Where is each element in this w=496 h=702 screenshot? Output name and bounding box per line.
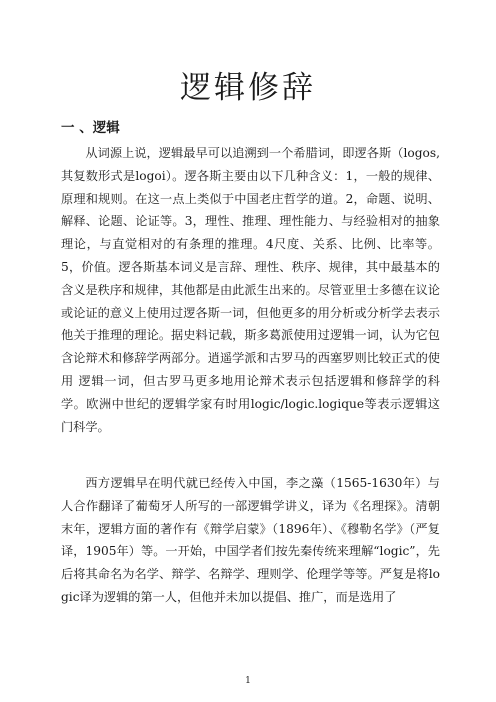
body-paragraph: 从词源上说，逻辑最早可以追溯到一个希腊词，即逻各斯（logos,其复数形式是logoi）。逻各斯主要由以下几种含义：1，一般的规律、原理和规则。在这一点上类似于中国老庄哲学的道。2，命题、说明、解释、论题、论证等。3，理性、推理、理性能力、与经验相对的抽象理论，与直觉相对的有条理的推理。4尺度、关系、比例、比率等。5，价值。逻各斯基本词义是言辞、理性、秩序、规律，其中最基本的含义是秩序和规律，其他都是由此派生出来的。尽管亚里士多德在议论或论证的意义上使用过逻各斯一词，但他更多的用分析或分析学去表示他关于推理的理论。据史料记载，斯多葛派使用过逻辑一词，认为它包含论辩术和修辞学两部分。逍遥学派和古罗马的西塞罗则比较正式的使用 逻辑一词，但古罗马更多地用论辩术表示包括逻辑和修辞学的科学。欧洲中世纪的逻辑学家有时用logic/logic.logique等表示逻辑这门科学。: [61, 146, 440, 434]
document-title: 逻辑修辞: [180, 70, 316, 106]
section-heading: 一 、逻辑: [61, 120, 120, 136]
body-paragraph: 西方逻辑早在明代就已经传入中国，李之藻（1565-1630年）与人合作翻译了葡萄牙人所写的一部逻辑学讲义，译为《名理探》。清朝末年，逻辑方面的著作有《辩学启蒙》（1896年）、《穆勒名学》（严复译，1905年）等。一开始，中国学者们按先秦传统来理解“logic”，先后将其命名为名学、辩学、名辩学、理则学、伦理学等等。严复是将logic译为逻辑的第一人，但他并未加以提倡、推广，而是选用了: [61, 476, 440, 604]
page-number: 1: [245, 676, 251, 686]
